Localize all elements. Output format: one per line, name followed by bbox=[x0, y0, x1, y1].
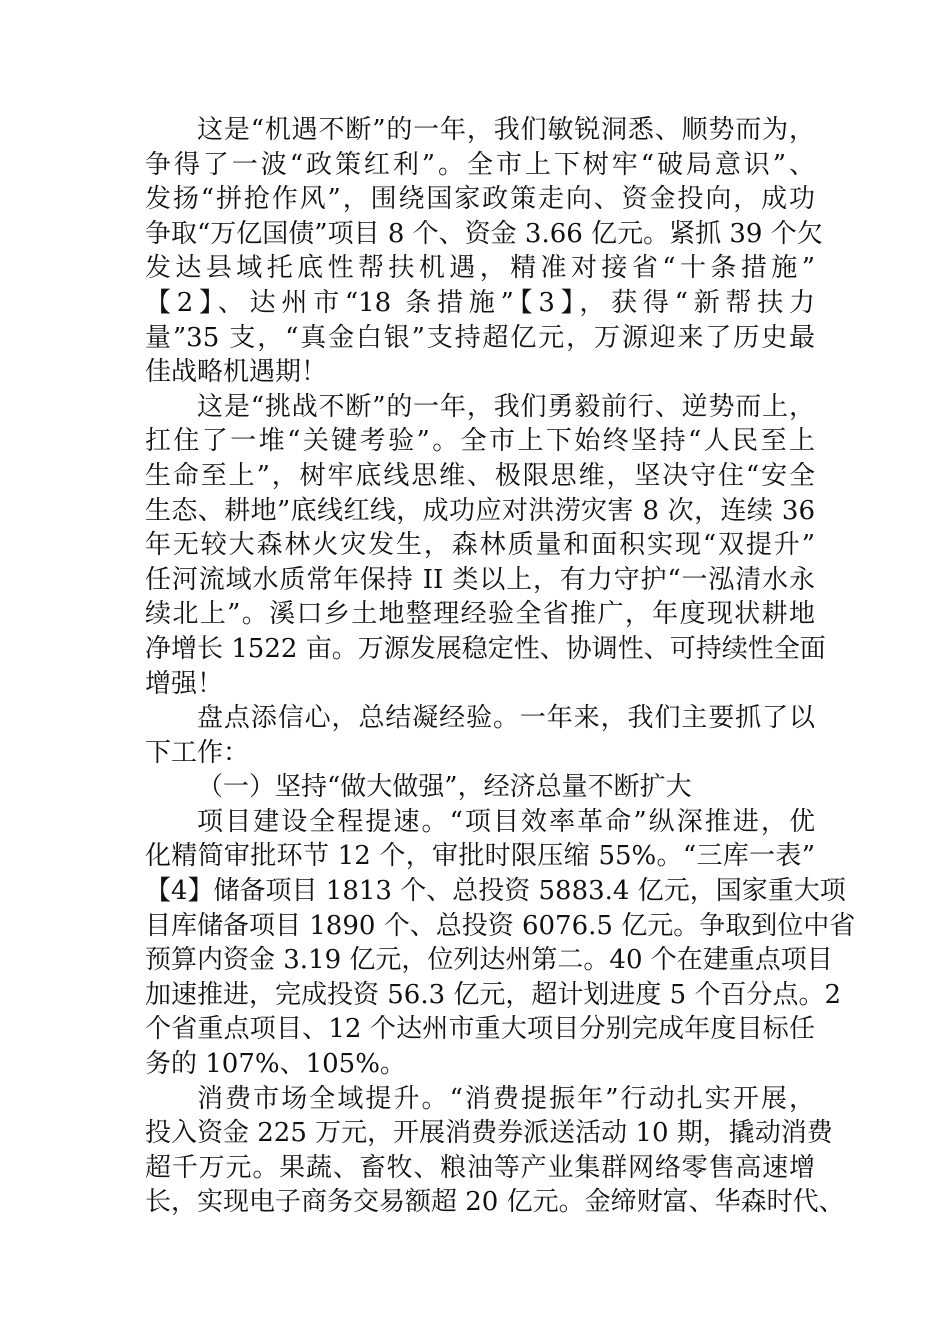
paragraph-1-line-3: 发扬“拼抢作风”，围绕国家政策走向、资金投向，成功 bbox=[145, 184, 815, 215]
paragraph-2-line-3: 生命至上”，树牢底线思维、极限思维，坚决守住“安全 bbox=[145, 460, 815, 491]
paragraph-4-line-7: 个省重点项目、12 个达州市重大项目分别完成年度目标任 bbox=[145, 1014, 815, 1045]
paragraph-5-line-1: 消费市场全域提升。“消费提振年”行动扎实开展， bbox=[197, 1083, 815, 1114]
paragraph-1-line-5: 发达县域托底性帮扶机遇，精准对接省“十条措施” bbox=[145, 253, 815, 284]
paragraph-4-line-3: 【4】储备项目 1813 个、总投资 5883.4 亿元，国家重大项 bbox=[145, 876, 846, 907]
paragraph-4-line-1: 项目建设全程提速。“项目效率革命”纵深推进，优 bbox=[197, 806, 815, 837]
paragraph-2-line-9: 增强！ bbox=[145, 668, 224, 699]
paragraph-2-line-6: 任河流域水质常年保持 II 类以上，有力守护“一泓清水永 bbox=[145, 564, 815, 595]
paragraph-1-line-8: 佳战略机遇期！ bbox=[145, 357, 328, 388]
paragraph-4-line-5: 预算内资金 3.19 亿元，位列达州第二。40 个在建重点项目 bbox=[145, 945, 833, 976]
paragraph-2-line-7: 续北上”。溪口乡土地整理经验全省推广，年度现状耕地 bbox=[145, 599, 815, 630]
paragraph-2-line-1: 这是“挑战不断”的一年，我们勇毅前行、逆势而上， bbox=[197, 391, 815, 422]
paragraph-4-line-2: 化精简审批环节 12 个，审批时限压缩 55%。“三库一表” bbox=[145, 841, 815, 872]
paragraph-5-line-4: 长，实现电子商务交易额超 20 亿元。金缔财富、华森时代、 bbox=[145, 1187, 845, 1218]
paragraph-5-line-2: 投入资金 225 万元，开展消费券派送活动 10 期，撬动消费 bbox=[145, 1118, 833, 1149]
paragraph-2-line-8: 净增长 1522 亩。万源发展稳定性、协调性、可持续性全面 bbox=[145, 633, 826, 664]
paragraph-2-line-5: 年无较大森林火灾发生，森林质量和面积实现“双提升” bbox=[145, 530, 815, 561]
paragraph-4-line-4: 目库储备项目 1890 个、总投资 6076.5 亿元。争取到位中省 bbox=[145, 910, 856, 941]
paragraph-2-line-2: 扛住了一堆“关键考验”。全市上下始终坚持“人民至上 bbox=[145, 426, 815, 457]
paragraph-1-line-7: 量”35 支，“真金白银”支持超亿元，万源迎来了历史最 bbox=[145, 322, 815, 353]
paragraph-1-line-6: 【2】、达州市“18 条措施”【3】，获得“新帮扶力 bbox=[145, 287, 815, 318]
paragraph-5-line-3: 超千万元。果蔬、畜牧、粮油等产业集群网络零售高速增 bbox=[145, 1152, 815, 1183]
paragraph-3-line-1: 盘点添信心，总结凝经验。一年来，我们主要抓了以 bbox=[197, 703, 815, 734]
paragraph-4-line-6: 加速推进，完成投资 56.3 亿元，超计划进度 5 个百分点。2 bbox=[145, 979, 842, 1010]
document-body bbox=[145, 113, 856, 1220]
paragraph-1-line-4: 争取“万亿国债”项目 8 个、资金 3.66 亿元。紧抓 39 个欠 bbox=[145, 218, 823, 249]
section-heading-1: （一）坚持“做大做强”，经济总量不断扩大 bbox=[197, 772, 692, 803]
paragraph-4-line-8: 务的 107%、105%。 bbox=[145, 1049, 406, 1080]
paragraph-1-line-1: 这是“机遇不断”的一年，我们敏锐洞悉、顺势而为， bbox=[197, 115, 815, 145]
paragraph-2-line-4: 生态、耕地”底线红线，成功应对洪涝灾害 8 次，连续 36 bbox=[145, 495, 815, 526]
paragraph-1-line-2: 争得了一波“政策红利”。全市上下树牢“破局意识”、 bbox=[145, 149, 815, 180]
paragraph-3-line-2: 下工作： bbox=[145, 737, 250, 768]
